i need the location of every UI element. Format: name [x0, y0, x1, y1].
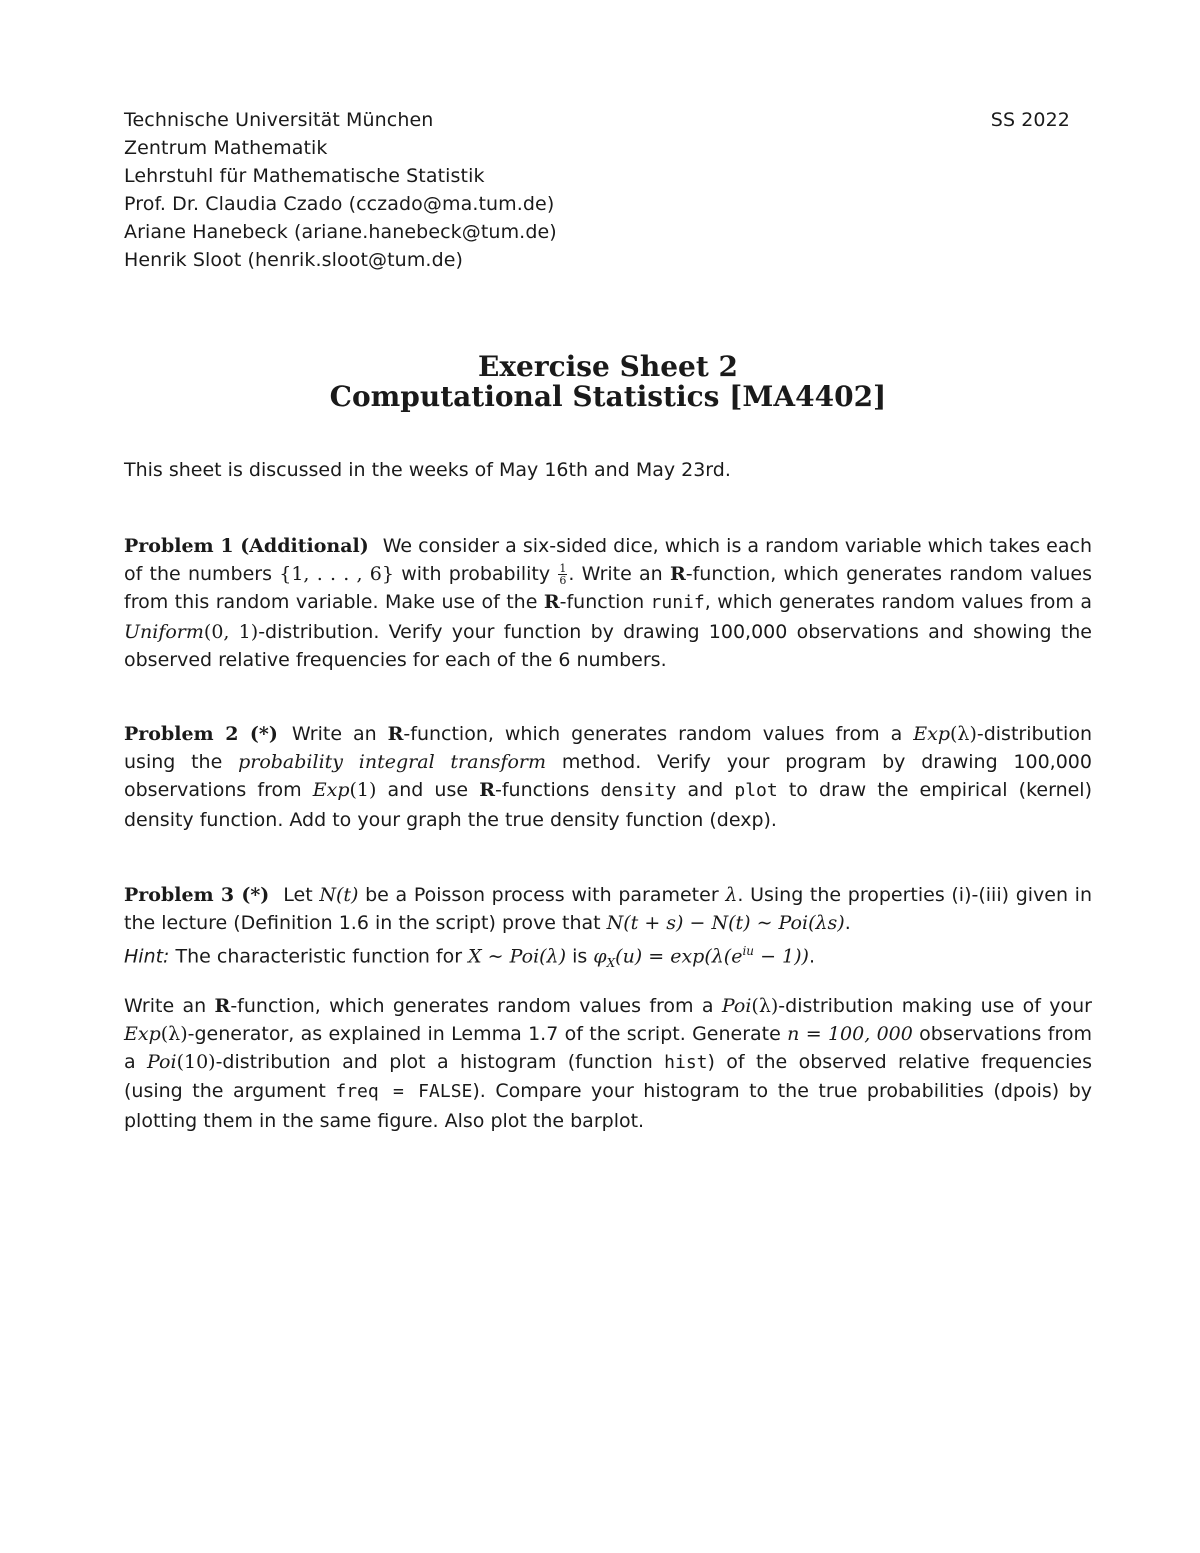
code-dexp: dexp: [716, 808, 764, 831]
problem-2: Problem 2 (*) Write an R-function, which generates random values from a Exp(λ)-distribution using the probability integral transform method. Verify your program by drawing 100,000 observations from Exp(1) and use R-functions density and plot to draw the empirical (kernel) density function. Add to your graph the true density function (dexp).: [124, 723, 1092, 831]
code-plot: plot: [734, 780, 778, 802]
intro-text: This sheet is discussed in the weeks of May 16th and May 23rd.: [124, 459, 731, 481]
title-line-2: Computational Statistics [MA4402]: [329, 380, 887, 413]
math-poisson-increment: N(t + s) − N(t) ∼ Poi(λs): [606, 912, 845, 935]
assistant-contact-2: Henrik Sloot (henrik.sloot@tum.de): [124, 249, 464, 271]
professor-contact: Prof. Dr. Claudia Czado (cczado@ma.tum.de): [124, 193, 555, 215]
chair-name: Lehrstuhl für Mathematische Statistik: [124, 165, 485, 187]
assistant-contact-1: Ariane Hanebeck (ariane.hanebeck@tum.de): [124, 221, 557, 243]
problem-1-heading: Problem 1 (Additional): [124, 535, 369, 557]
problem-2-heading: Problem 2 (*): [124, 723, 278, 745]
problem-3-heading: Problem 3 (*): [124, 884, 270, 906]
fraction-one-sixth: $\frac{1}{6}$: [559, 562, 567, 588]
title-line-1: Exercise Sheet 2: [478, 350, 738, 383]
code-dpois: dpois: [1000, 1080, 1052, 1103]
emphasis-pit: probability integral transform: [238, 751, 547, 774]
university-name: Technische Universität München: [124, 109, 434, 131]
document-title: [124, 352, 1092, 412]
semester-label: SS 2022: [990, 109, 1070, 131]
problem-3-part-1: Problem 3 (*) Let N(t) be a Poisson process with parameter λ. Using the properties (i)-(iii) given in the lecture (Definition 1.6 in the script) prove that N(t + s) − N(t) ∼ Poi(λs). Hint: The characteristic function for X ∼ Poi(λ) is $\varphi_X(u) = \exp(\lambda(e^{iu} - 1))$.: [124, 884, 1092, 971]
hint-label: Hint:: [124, 945, 170, 968]
problem-3: [124, 881, 1092, 1135]
code-hist: hist: [664, 1052, 708, 1074]
problem-3-part-2: Write an R-function, which generates random values from a Poi(λ)-distribution making use of your Exp(λ)-generator, as explained in Lemma 1.7 of the script. Generate n = 100, 000 observations from a Poi(10)-distribution and plot a histogram (function hist) of the observed relative frequencies (using the argument freq = FALSE). Compare your histogram to the true probabilities (dpois) by plotting them in the same figure. Also plot the barplot.: [124, 994, 1092, 1132]
department-name: Zentrum Mathematik: [124, 137, 328, 159]
problem-1: Problem 1 (Additional) We consider a six-sided dice, which is a random variable which takes each of the numbers {1, . . . , 6} with probability $\frac{1}{6}$ . Write an R-function, which generates random values from this random variable. Make use of the R-function runif, which generates random values from a Uniform(0, 1)-distribution. Verify your function by drawing 100,000 observations and showing the observed relative frequencies for each of the 6 numbers.: [124, 535, 1093, 671]
code-runif: runif: [650, 592, 705, 614]
code-density: density: [600, 780, 677, 802]
code-freq-false: freq = FALSE: [335, 1081, 473, 1103]
header-block: [124, 106, 1070, 274]
